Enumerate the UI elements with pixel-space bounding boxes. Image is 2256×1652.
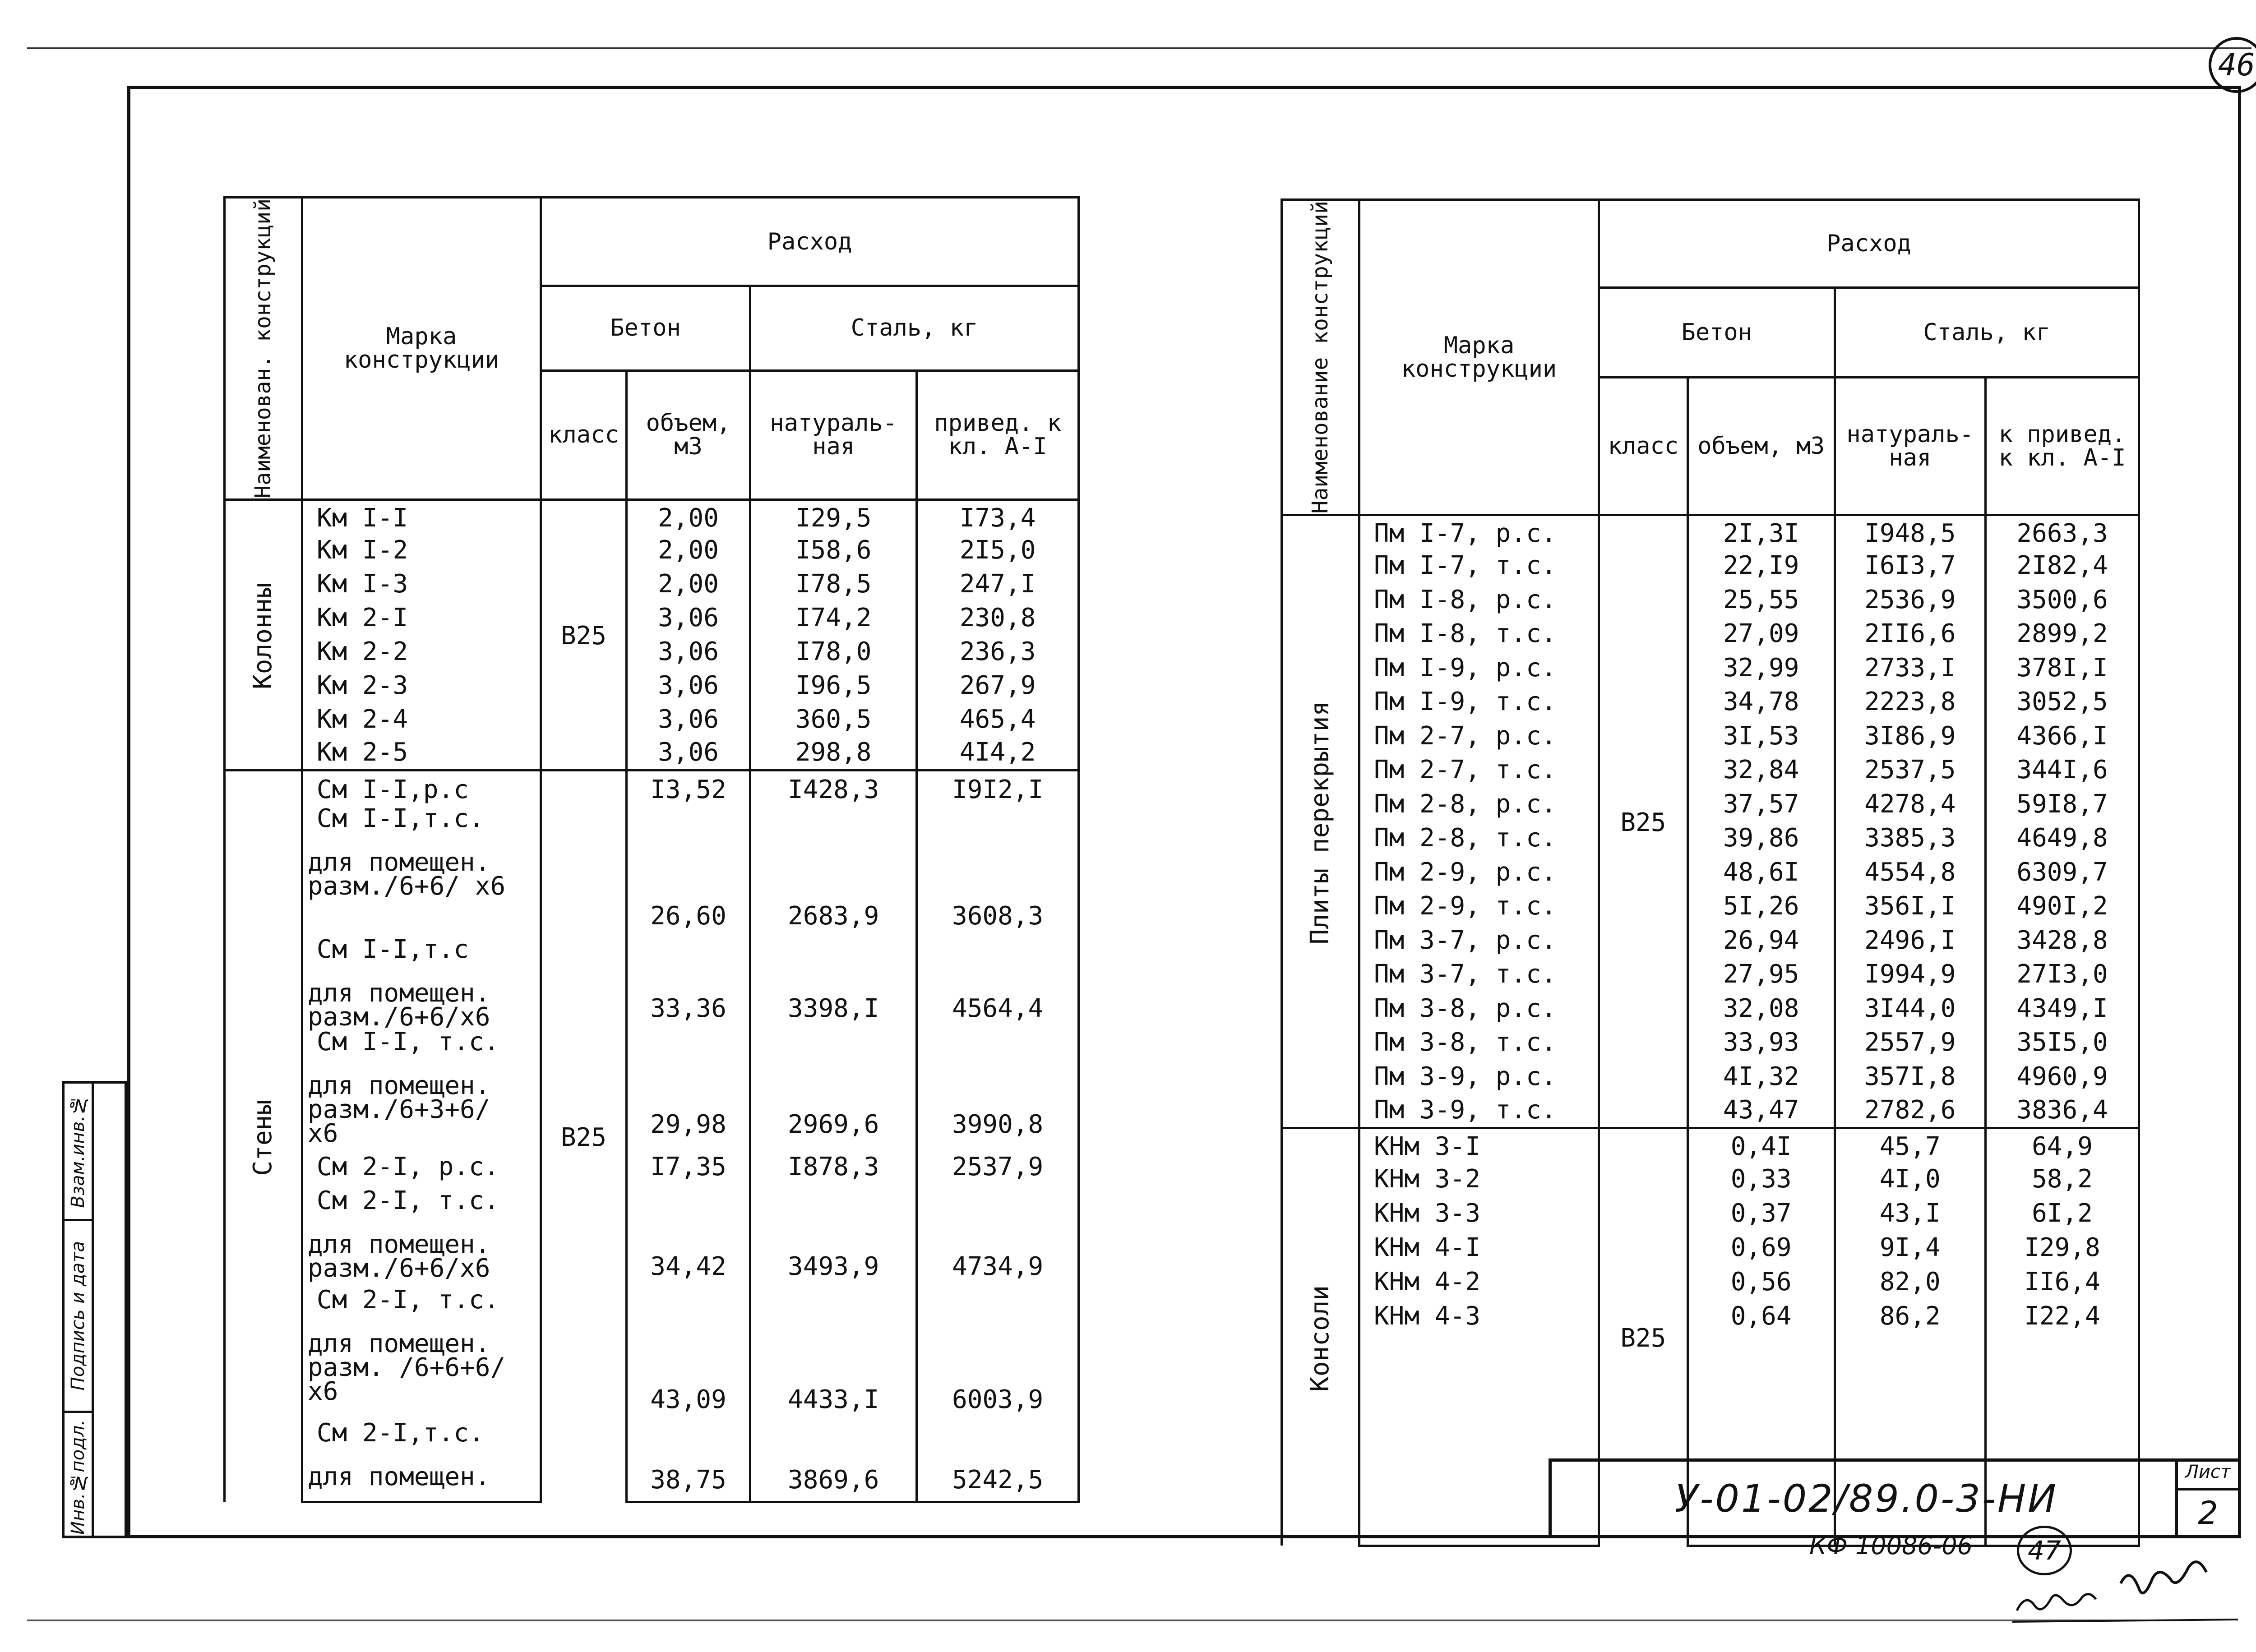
nat-cell: 2969,6 <box>750 1029 917 1146</box>
nat-cell: 356I,I <box>1835 890 1986 924</box>
mark-label: Пм I-8, т.с. <box>1373 619 1557 649</box>
priv-cell: I73,4 <box>917 499 1079 533</box>
priv-cell: 3608,3 <box>917 806 1079 937</box>
table-row <box>225 1029 1079 1146</box>
priv-cell: 2663,3 <box>1986 515 2139 549</box>
mark-label: Пм 3-8, т.с. <box>1373 1028 1557 1057</box>
document-code: У-01-02/89.0-3-НИ <box>1675 1476 2058 1521</box>
mark-cell <box>1359 821 1599 856</box>
group-name-cell: Стены <box>225 770 302 1502</box>
priv-cell: 3500,6 <box>1986 583 2139 617</box>
mark-cell <box>1359 890 1599 924</box>
mark-cell <box>1359 651 1599 685</box>
table-row <box>225 1145 1079 1188</box>
klass-cell: В25 <box>541 499 627 770</box>
table-row <box>1282 753 2139 788</box>
obem-cell: 32,08 <box>1687 992 1835 1026</box>
priv-cell: I22,4 <box>1986 1299 2139 1334</box>
mark-cell <box>302 1418 541 1502</box>
col-mark-header: Марка конструкции <box>1359 200 1599 515</box>
nat-cell: 357I,8 <box>1835 1060 1986 1094</box>
priv-cell: 6309,7 <box>1986 855 2139 890</box>
obem-cell: 3I,53 <box>1687 719 1835 753</box>
mark-note: для помещен. разм. /6+6+6/х6 <box>307 1329 506 1407</box>
table-row <box>225 669 1079 702</box>
left-spec-table <box>223 196 1080 1503</box>
nat-cell: 2496,I <box>1835 923 1986 958</box>
obem-cell: I3,52 <box>626 770 750 806</box>
priv-cell: 6I,2 <box>1986 1196 2139 1231</box>
mark-cell <box>1359 617 1599 651</box>
obem-cell: 33,93 <box>1687 1026 1835 1060</box>
priv-cell: 58,2 <box>1986 1162 2139 1196</box>
obem-cell: 25,55 <box>1687 583 1835 617</box>
nat-cell: 4433,I <box>750 1287 917 1421</box>
sheet-box <box>2175 1462 2238 1535</box>
mark-cell <box>1359 1026 1599 1060</box>
mark-cell <box>302 806 541 937</box>
mark-label: Пм 2-9, т.с. <box>1373 891 1557 921</box>
mark-cell <box>302 533 541 567</box>
mark-label: См I-I,т.с. <box>316 804 484 834</box>
priv-cell: 2899,2 <box>1986 617 2139 651</box>
mark-cell <box>1359 753 1599 788</box>
obem-cell: 27,95 <box>1687 958 1835 992</box>
priv-cell: 64,9 <box>1986 1128 2139 1162</box>
table-row <box>1282 1060 2139 1094</box>
table-row <box>225 499 1079 533</box>
mark-cell <box>302 1029 541 1146</box>
nat-cell: 2782,6 <box>1835 1094 1986 1128</box>
group-name-cell: Колонны <box>225 499 302 770</box>
obem-cell: 3,06 <box>626 669 750 702</box>
col-stal-header: Сталь, кг <box>1835 287 2139 378</box>
mark-cell <box>1359 685 1599 720</box>
table-row <box>1282 1299 2139 1334</box>
obem-cell: 2,00 <box>626 533 750 567</box>
mark-label: Пм 3-9, т.с. <box>1373 1095 1557 1125</box>
col-priv-header: привед. к кл. А-I <box>917 370 1079 499</box>
table-row <box>1282 1162 2139 1196</box>
nat-cell: 3398,I <box>750 937 917 1029</box>
table-row <box>1282 1231 2139 1265</box>
obem-cell: 3,06 <box>626 702 750 736</box>
mark-label: См 2-I,т.с. <box>316 1418 484 1448</box>
table-row <box>1282 685 2139 720</box>
priv-cell: 4564,4 <box>917 937 1079 1029</box>
obem-cell: 43,09 <box>626 1287 750 1421</box>
table-row <box>1282 549 2139 583</box>
nat-cell: 4278,4 <box>1835 787 1986 821</box>
nat-cell: 3385,3 <box>1835 821 1986 856</box>
obem-cell: 3,06 <box>626 635 750 669</box>
priv-cell: 4366,I <box>1986 719 2139 753</box>
nat-cell: 43,I <box>1835 1196 1986 1231</box>
obem-cell: 37,57 <box>1687 787 1835 821</box>
mark-cell <box>302 567 541 601</box>
handwritten-signature <box>2008 1556 2242 1633</box>
left-table-body <box>225 499 1079 1502</box>
col-stal-header: Сталь, кг <box>750 286 1079 371</box>
priv-cell: 3990,8 <box>917 1029 1079 1146</box>
table-row <box>225 1421 1079 1502</box>
mark-label: Км 2-2 <box>316 637 408 666</box>
priv-cell: 6003,9 <box>917 1287 1079 1421</box>
mark-label: Пм 2-8, р.с. <box>1373 789 1557 819</box>
mark-label: Пм I-7, т.с. <box>1373 551 1557 581</box>
priv-cell: 344I,6 <box>1986 753 2139 788</box>
sheet-value: 2 <box>2198 1495 2218 1532</box>
table-row <box>1282 992 2139 1026</box>
priv-cell: 465,4 <box>917 702 1079 736</box>
obem-cell: 2,00 <box>626 499 750 533</box>
nat-cell: 2733,I <box>1835 651 1986 685</box>
nat-cell: 86,2 <box>1835 1299 1986 1334</box>
mark-cell <box>1359 1231 1599 1265</box>
mark-cell <box>302 736 541 770</box>
mark-label: См I-I,т.с <box>316 935 469 964</box>
priv-cell: 4734,9 <box>917 1188 1079 1287</box>
mark-cell <box>1359 923 1599 958</box>
priv-cell: 2537,9 <box>917 1145 1079 1188</box>
priv-cell: 4649,8 <box>1986 821 2139 856</box>
obem-cell: 0,69 <box>1687 1231 1835 1265</box>
obem-cell: 0,4I <box>1687 1128 1835 1162</box>
mark-cell <box>1359 549 1599 583</box>
nat-cell: 298,8 <box>750 736 917 770</box>
obem-cell: 32,99 <box>1687 651 1835 685</box>
mark-label: Пм 3-9, р.с. <box>1373 1061 1557 1091</box>
col-name-header: Наименование конструкций <box>1282 200 1359 515</box>
obem-cell: 0,33 <box>1687 1162 1835 1196</box>
obem-cell: 0,56 <box>1687 1265 1835 1299</box>
mark-note: для помещен. разм./6+6/х6 <box>307 1230 490 1283</box>
table-row <box>225 806 1079 937</box>
mark-cell <box>1359 1299 1599 1334</box>
priv-cell: 4960,9 <box>1986 1060 2139 1094</box>
nat-cell: I58,6 <box>750 533 917 567</box>
obem-cell: 0,37 <box>1687 1196 1835 1231</box>
obem-cell: 34,78 <box>1687 685 1835 720</box>
mark-cell <box>302 1145 541 1188</box>
mark-label: КНм 4-I <box>1373 1233 1480 1263</box>
table-row <box>1282 787 2139 821</box>
nat-cell: 2223,8 <box>1835 685 1986 720</box>
mark-cell <box>1359 1196 1599 1231</box>
sheet-number: 46 <box>2209 37 2256 93</box>
priv-cell: II6,4 <box>1986 1265 2139 1299</box>
mark-label: Пм I-9, р.с. <box>1373 653 1557 683</box>
col-raskhod-header: Расход <box>541 198 1079 286</box>
table-row <box>1282 1094 2139 1128</box>
mark-label: Км 2-5 <box>316 738 408 767</box>
mark-label: См I-I, т.с. <box>316 1027 499 1057</box>
col-name-header: Наименован. конструкций <box>225 198 302 500</box>
table-row <box>1282 855 2139 890</box>
priv-cell: 4I4,2 <box>917 736 1079 770</box>
priv-cell: 2I5,0 <box>917 533 1079 567</box>
klass-cell: В25 <box>541 770 627 1502</box>
col-natural-header: натураль-ная <box>750 370 917 499</box>
nat-cell: 3869,6 <box>750 1421 917 1502</box>
mark-cell <box>1359 992 1599 1026</box>
table-row <box>1282 821 2139 856</box>
mark-cell <box>1359 515 1599 549</box>
mark-label: Пм 3-7, р.с. <box>1373 925 1557 955</box>
table-row <box>1282 1196 2139 1231</box>
col-klass-header: класс <box>541 370 627 499</box>
obem-cell: 3,06 <box>626 736 750 770</box>
klass-cell: В25 <box>1599 515 1688 1128</box>
mark-label: КНм 3-I <box>1373 1132 1480 1162</box>
obem-cell: 2,00 <box>626 567 750 601</box>
mark-cell <box>1359 1060 1599 1094</box>
nat-cell: 2557,9 <box>1835 1026 1986 1060</box>
priv-cell: 5242,5 <box>917 1421 1079 1502</box>
table-row <box>225 601 1079 635</box>
nat-cell: 2537,5 <box>1835 753 1986 788</box>
mark-cell <box>302 669 541 702</box>
col-priv-header: к привед. к кл. А-I <box>1986 378 2139 515</box>
obem-cell: 27,09 <box>1687 617 1835 651</box>
obem-cell: 22,I9 <box>1687 549 1835 583</box>
group-name-cell: Консоли <box>1282 1128 1359 1546</box>
obem-cell: 39,86 <box>1687 821 1835 856</box>
right-table-body <box>1282 515 2139 1546</box>
mark-label: Км I-3 <box>316 569 408 599</box>
obem-cell: 33,36 <box>626 937 750 1029</box>
nat-cell: 2II6,6 <box>1835 617 1986 651</box>
table-row <box>1282 515 2139 549</box>
nat-cell: 3I44,0 <box>1835 992 1986 1026</box>
priv-cell: 230,8 <box>917 601 1079 635</box>
priv-cell: 59I8,7 <box>1986 787 2139 821</box>
col-beton-header: Бетон <box>541 286 750 371</box>
nat-cell: 2536,9 <box>1835 583 1986 617</box>
obem-cell: 3,06 <box>626 601 750 635</box>
nat-cell: I78,0 <box>750 635 917 669</box>
mark-label: Пм 2-7, т.с. <box>1373 755 1557 785</box>
nat-cell: 9I,4 <box>1835 1231 1986 1265</box>
nat-cell: I994,9 <box>1835 958 1986 992</box>
mark-note: для помещен. разм./6+6/х6 <box>307 978 490 1032</box>
priv-cell: 247,I <box>917 567 1079 601</box>
mark-cell <box>302 635 541 669</box>
table-row <box>225 533 1079 567</box>
nat-cell: 360,5 <box>750 702 917 736</box>
mark-note: для помещен. разм./6+6/ х6 <box>307 848 506 901</box>
col-natural-header: натураль-ная <box>1835 378 1986 515</box>
bottom-border-line <box>27 1620 2148 1621</box>
mark-note: для помещен. разм./6+3+6/х6 <box>307 1071 490 1148</box>
col-obem-header: объем, м3 <box>1687 378 1835 515</box>
nat-cell: I6I3,7 <box>1835 549 1986 583</box>
table-row <box>225 635 1079 669</box>
mark-label: См 2-I, р.с. <box>316 1152 499 1181</box>
nat-cell: I74,2 <box>750 601 917 635</box>
mark-cell <box>1359 1094 1599 1128</box>
priv-cell: 35I5,0 <box>1986 1026 2139 1060</box>
nat-cell: 45,7 <box>1835 1128 1986 1162</box>
nat-cell: 4I,0 <box>1835 1162 1986 1196</box>
mark-label: Пм 3-7, т.с. <box>1373 960 1557 989</box>
nat-cell: I428,3 <box>750 770 917 806</box>
mark-cell <box>1359 1162 1599 1196</box>
strip-divider <box>92 1084 94 1536</box>
priv-cell: I9I2,I <box>917 770 1079 806</box>
circled-page-number: 47 <box>2017 1526 2072 1575</box>
obem-cell: 4I,32 <box>1687 1060 1835 1094</box>
table-row <box>1282 890 2139 924</box>
mark-label: Км I-2 <box>316 535 408 565</box>
nat-cell: I96,5 <box>750 669 917 702</box>
table-row <box>1282 1026 2139 1060</box>
priv-cell: 4349,I <box>1986 992 2139 1026</box>
table-row <box>1282 617 2139 651</box>
table-row <box>1282 958 2139 992</box>
nat-cell: I78,5 <box>750 567 917 601</box>
obem-cell: 32,84 <box>1687 753 1835 788</box>
sheet-label: Лист <box>2178 1462 2238 1490</box>
mark-cell <box>302 702 541 736</box>
approval-strip <box>62 1081 127 1538</box>
obem-cell: 26,94 <box>1687 923 1835 958</box>
strip-vzam-inv: Взам.инв.№ <box>65 1084 92 1221</box>
strip-podpis-data: Подпись и дата <box>65 1221 92 1413</box>
col-raskhod-header: Расход <box>1599 200 2139 288</box>
nat-cell: I29,5 <box>750 499 917 533</box>
obem-cell: 38,75 <box>626 1421 750 1502</box>
mark-label: Пм I-9, т.с. <box>1373 687 1557 717</box>
mark-label: Пм I-7, р.с. <box>1373 519 1557 549</box>
mark-cell <box>302 601 541 635</box>
table-row <box>225 1287 1079 1421</box>
mark-label: См 2-I, т.с. <box>316 1186 499 1216</box>
mark-label: КНм 4-2 <box>1373 1267 1480 1297</box>
priv-cell: 3428,8 <box>1986 923 2139 958</box>
table-row <box>225 567 1079 601</box>
obem-cell: 43,47 <box>1687 1094 1835 1128</box>
mark-label: КНм 3-3 <box>1373 1199 1480 1228</box>
mark-label: См I-I,р.с <box>316 775 469 805</box>
mark-cell <box>302 1287 541 1421</box>
table-row <box>225 1188 1079 1287</box>
table-row <box>1282 1265 2139 1299</box>
table-row <box>225 736 1079 770</box>
priv-cell: 236,3 <box>917 635 1079 669</box>
mark-cell <box>1359 1265 1599 1299</box>
obem-cell: 29,98 <box>626 1029 750 1146</box>
obem-cell: 5I,26 <box>1687 890 1835 924</box>
priv-cell: 3052,5 <box>1986 685 2139 720</box>
mark-label: Пм 3-8, р.с. <box>1373 993 1557 1023</box>
col-mark-header: Марка конструкции <box>302 198 541 500</box>
table-row <box>225 702 1079 736</box>
mark-label: Км 2-4 <box>316 704 408 734</box>
table-row <box>1282 1128 2139 1162</box>
col-klass-header: класс <box>1599 378 1688 515</box>
nat-cell: 4554,8 <box>1835 855 1986 890</box>
mark-cell <box>302 770 541 806</box>
priv-cell: 3836,4 <box>1986 1094 2139 1128</box>
mark-note: для помещен. <box>307 1462 490 1492</box>
mark-cell <box>302 935 541 1032</box>
mark-cell <box>1359 958 1599 992</box>
col-beton-header: Бетон <box>1599 287 1835 378</box>
mark-cell <box>1359 855 1599 890</box>
table-row <box>1282 923 2139 958</box>
mark-label: Пм 2-8, т.с. <box>1373 823 1557 853</box>
mark-label: КНм 3-2 <box>1373 1164 1480 1194</box>
table-row <box>225 937 1079 1029</box>
group-name-cell: Плиты перекрытия <box>1282 515 1359 1128</box>
obem-cell: 2I,3I <box>1687 515 1835 549</box>
klass-cell: В25 <box>1599 1128 1688 1546</box>
priv-cell: 2I82,4 <box>1986 549 2139 583</box>
kf-number: КФ 10086-06 <box>1809 1532 1973 1560</box>
right-spec-table <box>1281 198 2140 1547</box>
mark-label: Пм I-8, р.с. <box>1373 585 1557 614</box>
obem-cell: 48,6I <box>1687 855 1835 890</box>
col-obem-header: объем, м3 <box>626 370 750 499</box>
mark-label: Км 2-3 <box>316 670 408 700</box>
priv-cell: 27I3,0 <box>1986 958 2139 992</box>
table-row <box>1282 651 2139 685</box>
nat-cell: 82,0 <box>1835 1265 1986 1299</box>
title-block <box>1549 1458 2241 1538</box>
table-row <box>1282 583 2139 617</box>
nat-cell: I878,3 <box>750 1145 917 1188</box>
obem-cell: 34,42 <box>626 1188 750 1287</box>
strip-inv-podl: Инв.№подл. <box>68 1419 88 1535</box>
mark-label: Км 2-I <box>316 603 408 632</box>
nat-cell: 2683,9 <box>750 806 917 937</box>
mark-cell <box>1359 787 1599 821</box>
mark-label: См 2-I, т.с. <box>316 1285 499 1315</box>
nat-cell: 3493,9 <box>750 1188 917 1287</box>
mark-cell <box>302 1188 541 1287</box>
obem-cell: I7,35 <box>626 1145 750 1188</box>
nat-cell: 3I86,9 <box>1835 719 1986 753</box>
table-row <box>225 770 1079 806</box>
mark-label: Пм 2-9, р.с. <box>1373 857 1557 887</box>
table-row <box>1282 719 2139 753</box>
priv-cell: I29,8 <box>1986 1231 2139 1265</box>
priv-cell: 267,9 <box>917 669 1079 702</box>
top-border-line <box>27 47 2251 49</box>
priv-cell: 490I,2 <box>1986 890 2139 924</box>
mark-label: Пм 2-7, р.с. <box>1373 721 1557 751</box>
nat-cell: I948,5 <box>1835 515 1986 549</box>
priv-cell: 378I,I <box>1986 651 2139 685</box>
mark-label: КНм 4-3 <box>1373 1301 1480 1331</box>
obem-cell: 26,60 <box>626 806 750 937</box>
obem-cell: 0,64 <box>1687 1299 1835 1334</box>
mark-cell <box>1359 719 1599 753</box>
mark-label: Км I-I <box>316 503 408 533</box>
mark-cell <box>1359 583 1599 617</box>
mark-cell <box>302 499 541 533</box>
mark-cell <box>1359 1128 1599 1162</box>
